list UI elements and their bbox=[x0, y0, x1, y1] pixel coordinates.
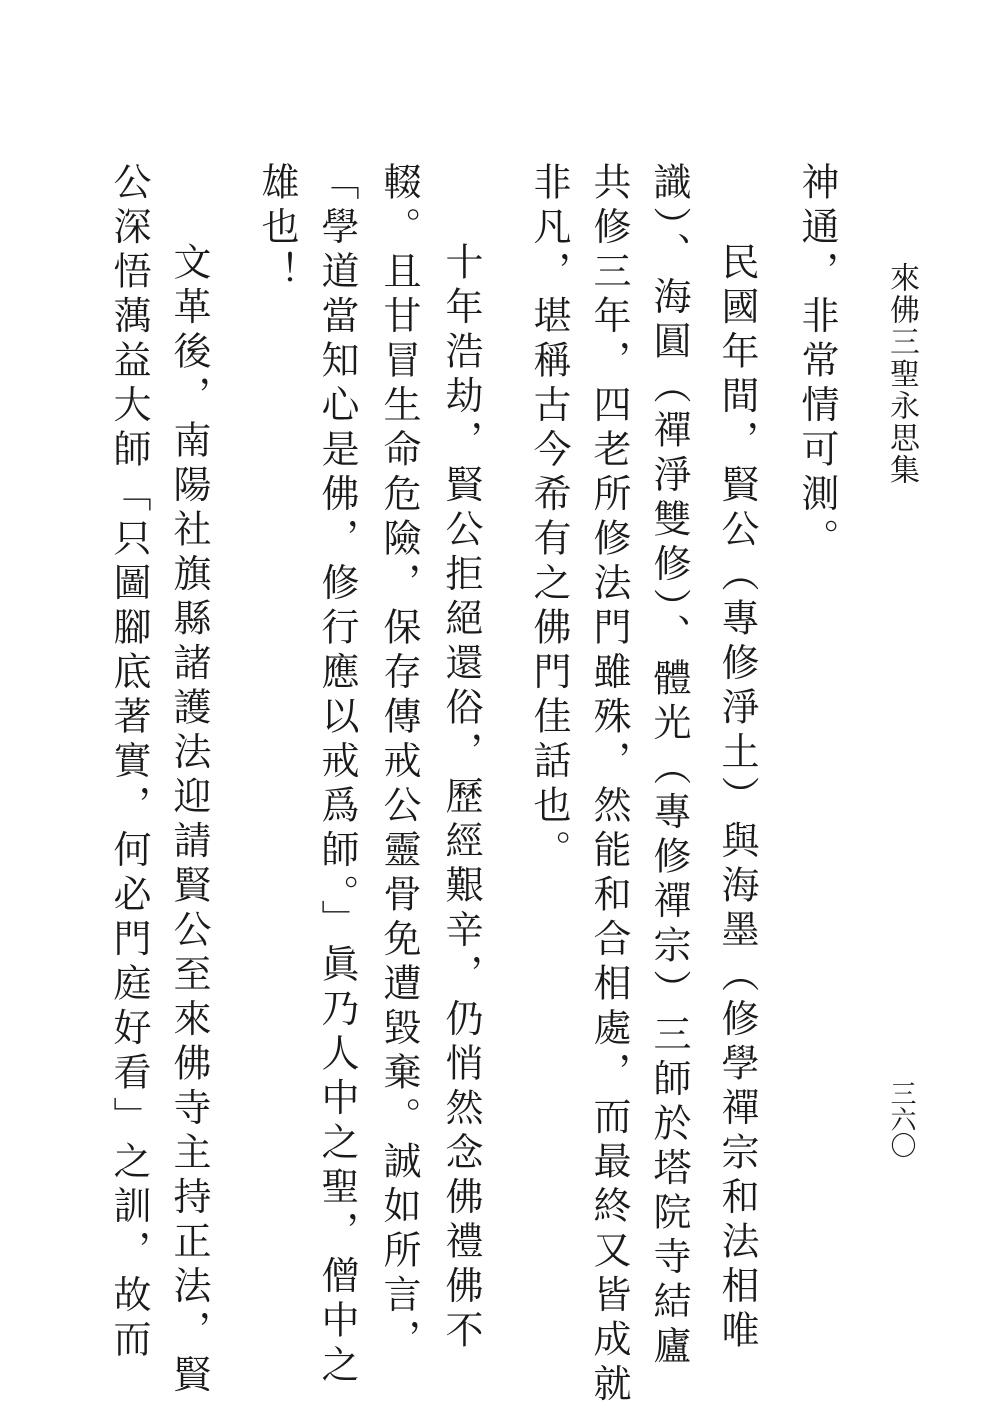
page-number: 三六〇 bbox=[886, 1080, 916, 1158]
text-column-10: 文革後，南陽社旗縣諸護法迎請賢公至來佛寺主持正法，賢 bbox=[167, 242, 211, 1399]
text-column-5: 非凡，堪稱古今希有之佛門佳話也。 bbox=[527, 162, 571, 874]
text-column-11: 公深悟蕅益大師「只圖腳底著實，何必門庭好看」之訓，故而 bbox=[107, 162, 151, 1364]
text-column-7: 輟。且甘冒生命危險，保存傳戒公靈骨免遭毀棄。誠如所言， bbox=[377, 162, 421, 1364]
text-column-9: 雄也！ bbox=[255, 162, 299, 296]
text-column-8: 「學道當知心是佛，修行應以戒爲師。」眞乃人中之聖，僧中之 bbox=[315, 162, 359, 1389]
running-title: 來佛三聖永思集 bbox=[884, 262, 919, 486]
text-column-3: 識）、海圓（禪淨雙修）、體光（專修禪宗）三師於塔院寺結廬 bbox=[647, 162, 691, 1370]
text-column-1: 神通，非常情可測。 bbox=[795, 162, 839, 563]
text-column-2: 民國年間，賢公（專修淨土）與海墨（修學禪宗和法相唯 bbox=[715, 242, 759, 1355]
text-column-6: 十年浩劫，賢公拒絕還俗，歷經艱辛，仍悄然念佛禮佛不 bbox=[439, 242, 483, 1355]
text-column-4: 共修三年，四老所修法門雖殊，然能和合相處，而最終又皆成就 bbox=[587, 162, 631, 1408]
